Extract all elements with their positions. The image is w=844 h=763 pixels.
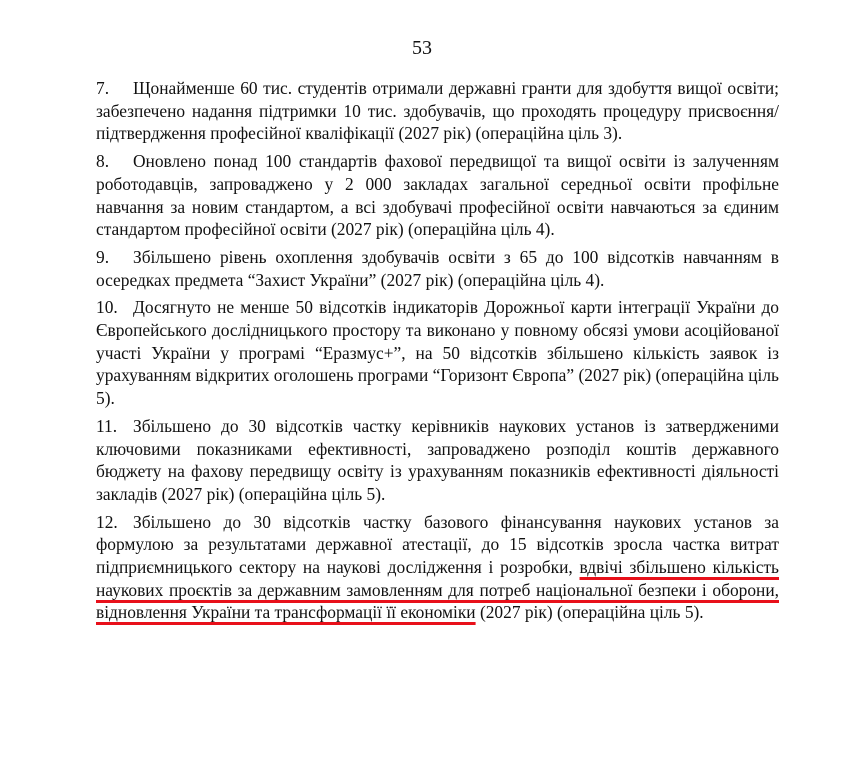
item-text: Збільшено рівень охоплення здобувачів освіти з 65 до 100 відсотків навчанням в осередках предмета “Захист України” (2027 рік) (операційна ціль 4). bbox=[96, 246, 779, 290]
list-item-10 bbox=[96, 296, 779, 410]
item-text-after: (2027 рік) (операційна ціль 5). bbox=[475, 602, 704, 623]
item-number: 7. bbox=[96, 78, 110, 98]
outcomes-list bbox=[96, 77, 779, 629]
item-number: 8. bbox=[96, 151, 110, 172]
item-text-before: Збільшено до 30 відсотків частку базового фінансування наукових установ за формулою за результатами державної атестації, до 15 відсотків зросла частка витрат підприємницького сектору на наукові дослідження і розробки, bbox=[96, 511, 779, 578]
item-text: Збільшено до 30 відсотків частку керівників наукових установ із затвердженими ключовими показниками ефективності, запроваджено розподіл коштів державного бюджету на фахову передвищу освіту із урахуванням показників ефективності діяльності закладів (2027 рік) (операційна ціль 5). bbox=[96, 415, 779, 504]
list-item-11 bbox=[96, 415, 779, 506]
list-item-8 bbox=[96, 150, 779, 241]
item-text: Щонайменше 60 тис. студентів отримали державні гранти для здобуття вищої освіти; забезпечено надання підтримки 10 тис. здобувачів, що проходять процедуру присвоєння/підтвердження професійної кваліфікації (2027 рік) (операційна ціль 3). bbox=[96, 78, 779, 144]
item-number: 9. bbox=[96, 246, 110, 267]
list-item-7 bbox=[96, 77, 779, 145]
highlighted-text: вдвічі збільшено кількість наукових проєктів за державним замовленням для потреб національної безпеки і оборони, відновлення України та трансформації її економіки bbox=[96, 557, 779, 623]
list-item-12 bbox=[96, 511, 779, 625]
item-number: 10. bbox=[96, 297, 118, 318]
item-text: Оновлено понад 100 стандартів фахової передвищої та вищої освіти із залученням роботодавців, запроваджено у 2 000 закладах загальної середньої освіти профільне навчання за новим стандартом, а всі здобувачі професійної освіти навчаються за єдиним стандартом професійної освіти (2027 рік) (операційна ціль 4). bbox=[96, 151, 779, 240]
item-text: Досягнуто не менше 50 відсотків індикаторів Дорожньої карти інтеграції України до Європейського дослідницького простору та виконано у повному обсязі умови асоційованої участі України у програмі “Еразмус+”, на 50 відсотків збільшено кількість заявок із урахуванням відкритих оголошень програми “Горизонт Європа” (2027 рік) (операційна ціль 5). bbox=[96, 297, 779, 409]
page-number: 53 bbox=[412, 37, 432, 59]
item-number: 12. bbox=[96, 511, 118, 532]
list-item-9 bbox=[96, 246, 779, 291]
item-number: 11. bbox=[96, 415, 118, 436]
